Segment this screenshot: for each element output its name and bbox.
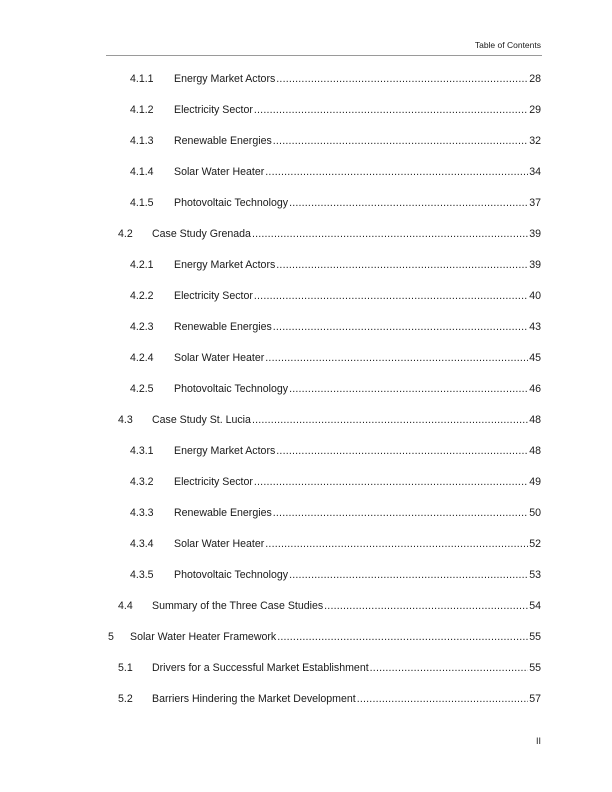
dot-leader bbox=[276, 71, 528, 87]
dot-leader bbox=[252, 226, 528, 242]
toc-entry-title[interactable]: Solar Water Heater bbox=[174, 352, 265, 364]
toc-entry-number: 4.2.1 bbox=[130, 259, 154, 271]
toc-entry[interactable] bbox=[0, 164, 612, 195]
toc-entry-page: 28 bbox=[529, 73, 541, 85]
toc-entry-page: 43 bbox=[529, 321, 541, 333]
toc-entry[interactable] bbox=[0, 319, 612, 350]
dot-leader bbox=[357, 691, 528, 707]
toc-entry-number: 4.1.5 bbox=[130, 197, 154, 209]
toc-entry-page: 34 bbox=[529, 166, 541, 178]
toc-entry-number: 4.2.4 bbox=[130, 352, 154, 364]
toc-entry-number: 5.1 bbox=[118, 662, 133, 674]
toc-entry-number: 4.2 bbox=[118, 228, 133, 240]
dot-leader bbox=[254, 102, 528, 118]
toc-entry-page: 49 bbox=[529, 476, 541, 488]
toc-entry-number: 4.3.5 bbox=[130, 569, 154, 581]
dot-leader bbox=[289, 381, 528, 397]
toc-entry[interactable] bbox=[0, 102, 612, 133]
toc-entry-title[interactable]: Electricity Sector bbox=[174, 476, 253, 488]
toc-entry-title[interactable]: Summary of the Three Case Studies bbox=[152, 600, 324, 612]
toc-entry-page: 29 bbox=[529, 104, 541, 116]
toc-entry-number: 4.2.3 bbox=[130, 321, 154, 333]
toc-entry-title[interactable]: Energy Market Actors bbox=[174, 445, 276, 457]
toc-entry-number: 4.2.2 bbox=[130, 290, 154, 302]
toc-entry-page: 54 bbox=[529, 600, 541, 612]
toc-entry-number: 4.1.4 bbox=[130, 166, 154, 178]
toc-entry[interactable] bbox=[0, 443, 612, 474]
dot-leader bbox=[370, 660, 529, 676]
toc-entry[interactable] bbox=[0, 567, 612, 598]
header-rule bbox=[106, 55, 542, 56]
toc-entry-page: 32 bbox=[529, 135, 541, 147]
toc-entry[interactable] bbox=[0, 660, 612, 691]
toc-entry-title[interactable]: Photovoltaic Technology bbox=[174, 569, 289, 581]
toc-entry-number: 5 bbox=[108, 631, 114, 643]
dot-leader bbox=[276, 443, 528, 459]
dot-leader bbox=[254, 288, 528, 304]
running-header: Table of Contents bbox=[474, 40, 541, 50]
toc-entry[interactable] bbox=[0, 288, 612, 319]
dot-leader bbox=[265, 164, 528, 180]
toc-entry-number: 4.1.1 bbox=[130, 73, 154, 85]
dot-leader bbox=[265, 536, 528, 552]
toc-entry-page: 55 bbox=[529, 631, 541, 643]
toc-entry-page: 50 bbox=[529, 507, 541, 519]
dot-leader bbox=[252, 412, 528, 428]
dot-leader bbox=[277, 629, 528, 645]
toc-entry[interactable] bbox=[0, 71, 612, 102]
toc-entry[interactable] bbox=[0, 350, 612, 381]
toc-entry-title[interactable]: Case Study Grenada bbox=[152, 228, 251, 240]
toc-entry-title[interactable]: Solar Water Heater bbox=[174, 538, 265, 550]
toc-entry[interactable] bbox=[0, 598, 612, 629]
toc-entry-page: 45 bbox=[529, 352, 541, 364]
toc-entry-title[interactable]: Electricity Sector bbox=[174, 104, 253, 116]
dot-leader bbox=[289, 567, 528, 583]
toc-entry-page: 37 bbox=[529, 197, 541, 209]
toc-entry[interactable] bbox=[0, 226, 612, 257]
toc-entry-number: 4.1.3 bbox=[130, 135, 154, 147]
toc-entry[interactable] bbox=[0, 381, 612, 412]
toc-entry-title[interactable]: Photovoltaic Technology bbox=[174, 383, 289, 395]
toc-entry-number: 4.2.5 bbox=[130, 383, 154, 395]
toc-entry-page: 46 bbox=[529, 383, 541, 395]
table-of-contents bbox=[0, 71, 612, 722]
dot-leader bbox=[273, 133, 528, 149]
toc-entry-page: 48 bbox=[529, 414, 541, 426]
toc-entry-page: 57 bbox=[529, 693, 541, 705]
toc-entry-title[interactable]: Case Study St. Lucia bbox=[152, 414, 251, 426]
dot-leader bbox=[265, 350, 528, 366]
page-number: II bbox=[535, 736, 541, 746]
toc-entry-page: 48 bbox=[529, 445, 541, 457]
toc-entry-title[interactable]: Renewable Energies bbox=[174, 507, 272, 519]
toc-entry-title[interactable]: Electricity Sector bbox=[174, 290, 253, 302]
toc-entry-page: 39 bbox=[529, 259, 541, 271]
toc-entry[interactable] bbox=[0, 505, 612, 536]
toc-entry-title[interactable]: Renewable Energies bbox=[174, 135, 272, 147]
dot-leader bbox=[289, 195, 528, 211]
toc-entry-number: 4.3.4 bbox=[130, 538, 154, 550]
toc-entry[interactable] bbox=[0, 195, 612, 226]
toc-entry[interactable] bbox=[0, 474, 612, 505]
toc-entry[interactable] bbox=[0, 257, 612, 288]
toc-entry-page: 53 bbox=[529, 569, 541, 581]
toc-entry-title[interactable]: Photovoltaic Technology bbox=[174, 197, 289, 209]
toc-entry-number: 4.3.2 bbox=[130, 476, 154, 488]
dot-leader bbox=[324, 598, 528, 614]
toc-entry-page: 55 bbox=[529, 662, 541, 674]
dot-leader bbox=[276, 257, 528, 273]
toc-entry-number: 4.4 bbox=[118, 600, 133, 612]
toc-entry[interactable] bbox=[0, 629, 612, 660]
toc-entry-number: 4.1.2 bbox=[130, 104, 154, 116]
toc-entry[interactable] bbox=[0, 412, 612, 443]
toc-entry-title[interactable]: Solar Water Heater bbox=[174, 166, 265, 178]
toc-entry-title[interactable]: Renewable Energies bbox=[174, 321, 272, 333]
dot-leader bbox=[273, 319, 528, 335]
toc-entry-title[interactable]: Barriers Hindering the Market Development bbox=[152, 693, 356, 705]
toc-entry-page: 40 bbox=[529, 290, 541, 302]
toc-entry-title[interactable]: Drivers for a Successful Market Establishment bbox=[152, 662, 369, 674]
toc-entry[interactable] bbox=[0, 536, 612, 567]
toc-entry-number: 4.3.3 bbox=[130, 507, 154, 519]
dot-leader bbox=[273, 505, 528, 521]
dot-leader bbox=[254, 474, 528, 490]
toc-entry-page: 39 bbox=[529, 228, 541, 240]
toc-entry-title[interactable]: Energy Market Actors bbox=[174, 73, 276, 85]
toc-entry-number: 4.3 bbox=[118, 414, 133, 426]
toc-entry[interactable] bbox=[0, 691, 612, 722]
toc-entry-number: 4.3.1 bbox=[130, 445, 154, 457]
toc-entry-page: 52 bbox=[529, 538, 541, 550]
toc-entry-title[interactable]: Energy Market Actors bbox=[174, 259, 276, 271]
toc-entry-number: 5.2 bbox=[118, 693, 133, 705]
toc-entry-title[interactable]: Solar Water Heater Framework bbox=[130, 631, 277, 643]
toc-entry[interactable] bbox=[0, 133, 612, 164]
